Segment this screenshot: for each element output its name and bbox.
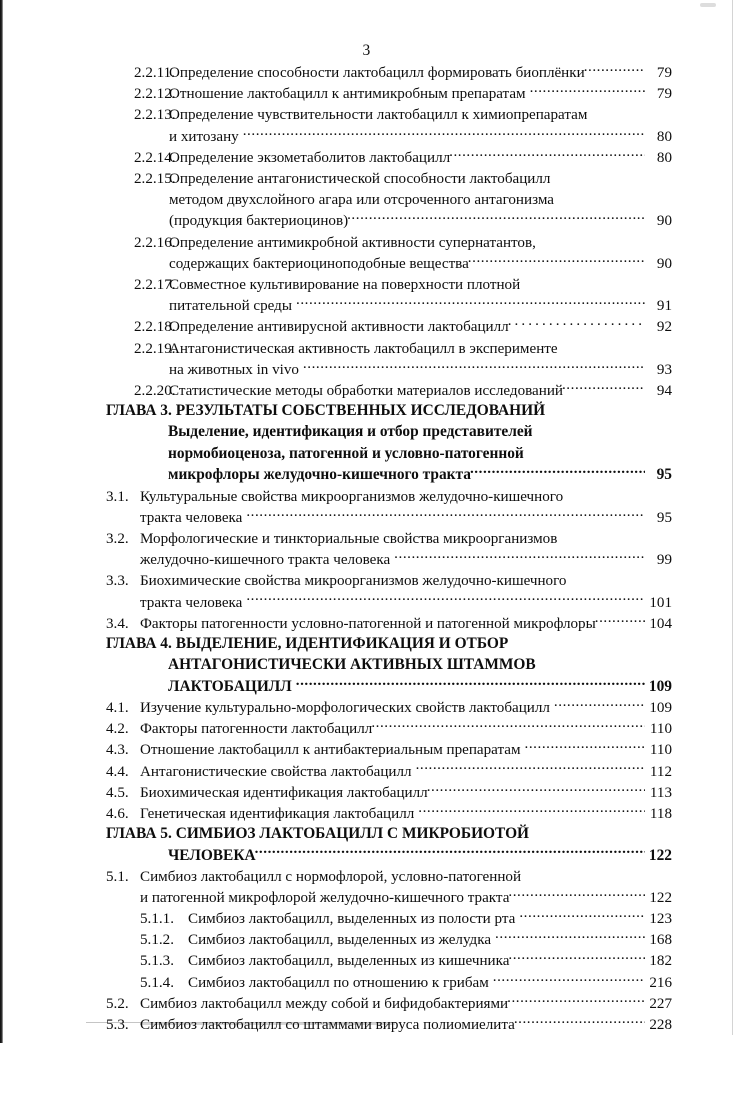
toc-line: [106, 803, 672, 824]
toc-page-number: 80: [656, 149, 672, 166]
toc-dot-leader: [508, 316, 645, 331]
toc-dot-leader: [584, 62, 645, 77]
toc-entry[interactable]: [106, 929, 672, 950]
toc-entry-text: Биохимические свойства микроорганизмов желудочно-кишечного: [140, 573, 567, 590]
toc-page-number: 118: [649, 805, 672, 822]
toc-line: [106, 232, 672, 253]
toc-line: [106, 570, 672, 591]
toc-dot-leader: [243, 126, 645, 141]
toc-line: [106, 210, 672, 231]
toc-entry-text: Культуральные свойства микроорганизмов желудочно-кишечного: [140, 488, 564, 505]
toc-entry[interactable]: [106, 232, 672, 274]
toc-line: [106, 253, 672, 274]
toc-page-number: 122: [649, 889, 672, 906]
toc-page-number: 110: [649, 721, 672, 738]
toc-dot-leader: [371, 718, 644, 733]
toc-entry-text: тракта человека: [140, 509, 243, 526]
toc-dot-leader: [495, 929, 644, 944]
toc-entry-text: (продукция бактериоцинов): [169, 213, 349, 230]
toc-line: [106, 718, 672, 739]
toc-dot-leader: [507, 993, 644, 1008]
toc-dot-leader: [514, 1014, 645, 1029]
toc-line: [106, 528, 672, 549]
toc-entry-text: питательной среды: [169, 298, 292, 315]
toc-entry-text: на животных in vivo: [169, 361, 299, 378]
toc-entry-number: 4.6.: [106, 805, 129, 822]
toc-entry-text: методом двухслойного агара или отсроченного антагонизма: [169, 192, 554, 209]
toc-entry[interactable]: [106, 147, 672, 168]
toc-entry[interactable]: [106, 613, 672, 634]
toc-line: [106, 972, 672, 993]
toc-entry-text: Определение антагонистической способности лактобацилл: [169, 171, 551, 188]
toc-entry-text: Изучение культурально-морфологических свойств лактобацилл: [140, 700, 550, 717]
toc-chapter-heading-text: ГЛАВА 4. ВЫДЕЛЕНИЕ, ИДЕНТИФИКАЦИЯ И ОТБОР: [106, 634, 509, 652]
toc-line: [106, 844, 672, 865]
toc-dot-leader: [427, 782, 645, 797]
toc-line: [106, 168, 672, 189]
toc-dot-leader: [519, 908, 644, 923]
toc-dot-leader: [246, 507, 644, 522]
toc-line: [106, 654, 672, 675]
toc-entry[interactable]: [106, 1014, 672, 1035]
toc-entry-number: 2.2.20.: [134, 382, 176, 399]
toc-line: [106, 380, 672, 401]
toc-entry-text: желудочно-кишечного тракта человека: [140, 552, 391, 569]
toc-dot-leader: [493, 972, 645, 987]
toc-line: [106, 591, 672, 612]
toc-dot-leader: [255, 844, 645, 859]
toc-entry-text: и хитозану: [169, 128, 239, 145]
toc-page-number: 112: [649, 763, 672, 780]
toc-line: [106, 104, 672, 125]
toc-line: [106, 993, 672, 1014]
toc-entry-text: АНТАГОНИСТИЧЕСКИ АКТИВНЫХ ШТАММОВ: [168, 656, 536, 674]
toc-entry-text: Симбиоз лактобацилл со штаммами вируса полиомиелита: [140, 1017, 515, 1034]
toc-dot-leader: [595, 613, 645, 628]
toc-page-number: 109: [649, 700, 672, 717]
toc-entry-text: Определение способности лактобацилл формировать биоплёнки: [169, 65, 585, 82]
toc-entry[interactable]: [106, 824, 672, 866]
toc-entry[interactable]: [106, 739, 672, 760]
toc-line: [106, 83, 672, 104]
toc-entry-text: Симбиоз лактобацилл, выделенных из полости рта: [188, 911, 516, 928]
toc-entry-text: Морфологические и тинкториальные свойства микроорганизмов: [140, 531, 558, 548]
toc-entry-number: 5.1.1.: [140, 911, 174, 928]
toc-entry[interactable]: [106, 718, 672, 739]
toc-entry-number: 2.2.15.: [134, 171, 176, 188]
toc-entry-text: Определение антивирусной активности лактобацилл: [169, 319, 509, 336]
toc-entry[interactable]: [106, 782, 672, 803]
toc-page-number: 113: [649, 784, 672, 801]
toc-page-number: 94: [656, 382, 672, 399]
toc-chapter-heading: [106, 634, 672, 654]
toc-entry[interactable]: [106, 803, 672, 824]
toc-entry-text: Симбиоз лактобацилл с нормофлорой, условно-патогенной: [140, 868, 522, 885]
toc-page-number: 91: [656, 298, 672, 315]
page-number-folio: 3: [362, 42, 371, 59]
toc-entry-text: Симбиоз лактобацилл между собой и бифидобактериями: [140, 995, 509, 1012]
toc-entry[interactable]: [106, 168, 672, 232]
toc-dot-leader: [296, 675, 645, 690]
toc-entry-text: Статистические методы обработки материалов исследований: [169, 382, 563, 399]
toc-entry[interactable]: [106, 993, 672, 1014]
toc-dot-leader: [296, 295, 645, 310]
toc-entry-number: 2.2.12.: [134, 86, 176, 103]
toc-line: [106, 443, 672, 464]
toc-page-number: 90: [656, 255, 672, 272]
toc-dot-leader: [525, 739, 645, 754]
toc-entry-number: 5.1.2.: [140, 932, 174, 949]
toc-page-number: 95: [656, 509, 672, 526]
toc-page-number: 109: [648, 677, 672, 695]
scan-speck: [700, 3, 716, 7]
toc-line: [106, 274, 672, 295]
toc-line: [106, 486, 672, 507]
toc-entry-text: ЛАКТОБАЦИЛЛ: [168, 677, 292, 695]
toc-entry[interactable]: [106, 570, 672, 612]
toc-entry-number: 4.1.: [106, 700, 129, 717]
toc-entry-number: 3.1.: [106, 488, 129, 505]
toc-dot-leader: [508, 887, 644, 902]
toc-line: [106, 464, 672, 485]
toc-line: [106, 866, 672, 887]
toc-dot-leader: [449, 147, 644, 162]
toc-entry-text: Отношение лактобацилл к антибактериальным препаратам: [140, 742, 521, 759]
toc-entry[interactable]: [106, 274, 672, 316]
toc-entry-text: Генетическая идентификация лактобацилл: [140, 805, 415, 822]
toc-entry-number: 5.1.4.: [140, 974, 174, 991]
toc-line: [106, 316, 672, 337]
toc-entry[interactable]: [106, 950, 672, 971]
toc-page-number: 110: [649, 742, 672, 759]
toc-entry-text: тракта человека: [140, 594, 243, 611]
toc-chapter-heading: [106, 401, 672, 421]
toc-entry-number: 2.2.19.: [134, 340, 176, 357]
toc-entry-number: 2.2.17.: [134, 276, 176, 293]
toc-entry-text: Симбиоз лактобацилл, выделенных из желудка: [188, 932, 492, 949]
toc-entry-text: Выделение, идентификация и отбор представителей: [168, 423, 533, 441]
toc-dot-leader: [416, 760, 645, 775]
toc-entry-text: Определение антимикробной активности супернатантов,: [169, 234, 536, 251]
toc-page-number: 99: [656, 552, 672, 569]
toc-entry-number: 4.4.: [106, 763, 129, 780]
toc-entry-number: 4.2.: [106, 721, 129, 738]
toc-entry-text: Совместное культивирование на поверхности плотной: [169, 276, 521, 293]
toc-line: [106, 739, 672, 760]
toc-entry[interactable]: [106, 83, 672, 104]
toc-entry-number: 3.3.: [106, 573, 129, 590]
scan-binding-edge: [0, 0, 3, 1043]
toc-dot-leader: [508, 950, 644, 965]
toc-entry-number: 2.2.14.: [134, 149, 176, 166]
toc-dot-leader: [470, 464, 645, 479]
toc-line: [106, 359, 672, 380]
toc-entry[interactable]: [106, 104, 672, 146]
toc-entry-text: Биохимическая идентификация лактобацилл: [140, 784, 428, 801]
toc-page-number: 104: [649, 615, 672, 632]
toc-entry[interactable]: [106, 528, 672, 570]
toc-entry[interactable]: [106, 486, 672, 528]
toc-entry-number: 3.2.: [106, 531, 129, 548]
toc-line: [106, 337, 672, 358]
toc-chapter-heading-text: ГЛАВА 5. СИМБИОЗ ЛАКТОБАЦИЛЛ С МИКРОБИОТОЙ: [106, 825, 530, 843]
toc-entry-text: Определение экзометаболитов лактобацилл: [169, 149, 451, 166]
toc-entry[interactable]: [106, 316, 672, 337]
toc-dot-leader: [394, 549, 644, 564]
toc-line: [106, 62, 672, 83]
toc-page-number: 168: [649, 932, 672, 949]
toc-dot-leader: [303, 359, 645, 374]
toc-dot-leader: [530, 83, 645, 98]
toc-entry-text: Симбиоз лактобацилл, выделенных из кишечника: [188, 953, 510, 970]
toc-entry[interactable]: [106, 62, 672, 83]
toc-entry-number: 2.2.18.: [134, 319, 176, 336]
toc-page-number: 80: [656, 128, 672, 145]
toc-dot-leader: [246, 591, 644, 606]
toc-line: [106, 549, 672, 570]
toc-line: [106, 1014, 672, 1035]
toc-entry-text: Определение чувствительности лактобацилл к химиопрепаратам: [169, 107, 588, 124]
toc-page-number: 79: [656, 86, 672, 103]
toc-line: [106, 697, 672, 718]
table-of-contents: [106, 62, 672, 1035]
toc-entry-number: 4.3.: [106, 742, 129, 759]
toc-line: [106, 421, 672, 442]
toc-entry-text: содержащих бактериоциноподобные вещества: [169, 255, 469, 272]
toc-page-number: 122: [648, 846, 672, 864]
toc-page-number: 101: [649, 594, 672, 611]
toc-entry-text: Факторы патогенности лактобацилл: [140, 721, 373, 738]
toc-entry-text: ЧЕЛОВЕКА: [168, 846, 256, 864]
toc-entry-text: микрофлоры желудочно-кишечного тракта: [168, 466, 471, 484]
toc-page-number: 95: [656, 466, 672, 484]
toc-line: [106, 908, 672, 929]
toc-entry[interactable]: [106, 760, 672, 781]
toc-entry[interactable]: [106, 380, 672, 401]
toc-entry-number: 5.1.3.: [140, 953, 174, 970]
toc-entry-text: и патогенной микрофлорой желудочно-кишечного тракта: [140, 889, 510, 906]
toc-page-number: 227: [649, 995, 672, 1012]
toc-line: [106, 950, 672, 971]
toc-entry[interactable]: [106, 634, 672, 697]
toc-line: [106, 887, 672, 908]
toc-entry-number: 2.2.13.: [134, 107, 176, 124]
toc-chapter-heading-text: ГЛАВА 3. РЕЗУЛЬТАТЫ СОБСТВЕННЫХ ИССЛЕДОВАНИЙ: [106, 402, 546, 419]
toc-line: [106, 126, 672, 147]
toc-entry-text: Антагонистическая активность лактобацилл в эксперименте: [169, 340, 558, 357]
toc-entry-text: Отношение лактобацилл к антимикробным препаратам: [169, 86, 526, 103]
toc-dot-leader: [347, 210, 644, 225]
toc-line: [106, 782, 672, 803]
toc-entry-text: Симбиоз лактобацилл по отношению к грибам: [188, 974, 489, 991]
toc-entry[interactable]: [106, 972, 672, 993]
toc-entry[interactable]: [106, 337, 672, 379]
toc-entry-number: 5.1.: [106, 868, 129, 885]
toc-dot-leader: [562, 380, 645, 395]
toc-entry-text: нормобиоценоза, патогенной и условно-патогенной: [168, 444, 524, 462]
toc-line: [106, 507, 672, 528]
toc-entry-text: Антагонистические свойства лактобацилл: [140, 763, 412, 780]
toc-page-number: 182: [649, 953, 672, 970]
toc-page-number: 216: [649, 974, 672, 991]
toc-entry-number: 2.2.11.: [134, 65, 175, 82]
toc-entry-number: 3.4.: [106, 615, 129, 632]
toc-line: [106, 295, 672, 316]
toc-entry-number: 2.2.16.: [134, 234, 176, 251]
toc-page-number: 90: [656, 213, 672, 230]
toc-page-number: 79: [656, 65, 672, 82]
toc-line: [106, 760, 672, 781]
toc-line: [106, 675, 672, 696]
toc-page-number: 228: [649, 1017, 672, 1034]
toc-entry[interactable]: [106, 908, 672, 929]
toc-entry-number: 5.2.: [106, 995, 129, 1012]
toc-page-number: 93: [656, 361, 672, 378]
toc-dot-leader: [554, 697, 645, 712]
toc-dot-leader: [468, 253, 645, 268]
toc-page-number: 123: [649, 911, 672, 928]
toc-entry[interactable]: [106, 697, 672, 718]
toc-entry-text: Факторы патогенности условно-патогенной и патогенной микрофлоры: [140, 615, 596, 632]
toc-line: [106, 189, 672, 210]
toc-line: [106, 613, 672, 634]
toc-entry-number: 4.5.: [106, 784, 129, 801]
toc-line: [106, 929, 672, 950]
toc-dot-leader: [418, 803, 644, 818]
toc-entry-number: 5.3.: [106, 1017, 129, 1034]
toc-chapter-heading: [106, 824, 672, 844]
toc-entry[interactable]: [106, 401, 672, 486]
toc-entry[interactable]: [106, 866, 672, 908]
toc-line: [106, 147, 672, 168]
toc-page-number: 92: [656, 319, 672, 336]
